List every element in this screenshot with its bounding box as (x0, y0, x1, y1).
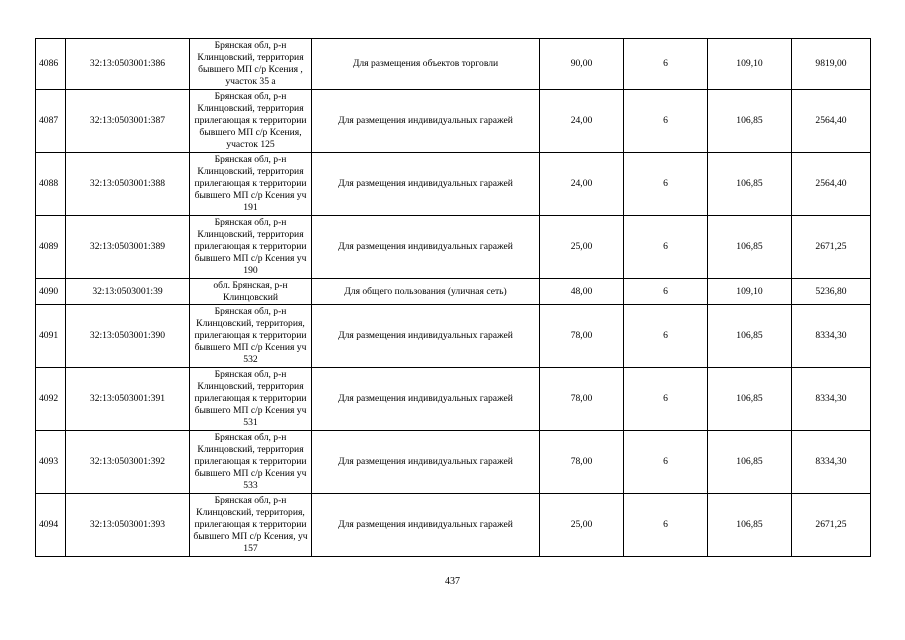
specific-value-cell: 109,10 (708, 39, 792, 90)
area-cell: 25,00 (540, 494, 624, 557)
row-number-cell: 4089 (36, 216, 66, 279)
group-cell: 6 (624, 368, 708, 431)
row-number-cell: 4093 (36, 431, 66, 494)
cadastral-value-cell: 2564,40 (792, 90, 871, 153)
row-number-cell: 4087 (36, 90, 66, 153)
land-use-cell: Для размещения объектов торговли (312, 39, 540, 90)
specific-value-cell: 106,85 (708, 305, 792, 368)
area-cell: 24,00 (540, 153, 624, 216)
cadastral-value-cell: 8334,30 (792, 305, 871, 368)
area-cell: 24,00 (540, 90, 624, 153)
cadastral-value-cell: 8334,30 (792, 368, 871, 431)
specific-value-cell: 106,85 (708, 216, 792, 279)
cadastral-number-cell: 32:13:0503001:386 (66, 39, 190, 90)
group-cell: 6 (624, 494, 708, 557)
table-row (36, 279, 871, 305)
address-cell: Брянская обл, р-н Клинцовский, территория прилегающая к территории бывшего МП с/р Ксения, участок 125 (190, 90, 312, 153)
group-cell: 6 (624, 305, 708, 368)
area-cell: 25,00 (540, 216, 624, 279)
row-number-cell: 4088 (36, 153, 66, 216)
cadastral-number-cell: 32:13:0503001:389 (66, 216, 190, 279)
specific-value-cell: 106,85 (708, 494, 792, 557)
land-use-cell: Для общего пользования (уличная сеть) (312, 279, 540, 305)
specific-value-cell: 106,85 (708, 90, 792, 153)
address-cell: Брянская обл, р-н Клинцовский, территория прилегающая к территории бывшего МП с/р Ксения уч 191 (190, 153, 312, 216)
land-use-cell: Для размещения индивидуальных гаражей (312, 90, 540, 153)
group-cell: 6 (624, 279, 708, 305)
address-cell: Брянская обл, р-н Клинцовский, территория прилегающая к территории бывшего МП с/р Ксения уч 190 (190, 216, 312, 279)
cadastral-value-cell: 2564,40 (792, 153, 871, 216)
area-cell: 48,00 (540, 279, 624, 305)
group-cell: 6 (624, 153, 708, 216)
area-cell: 78,00 (540, 431, 624, 494)
area-cell: 78,00 (540, 305, 624, 368)
table-row (36, 39, 871, 90)
cadastral-number-cell: 32:13:0503001:387 (66, 90, 190, 153)
address-cell: Брянская обл, р-н Клинцовский, территория прилегающая к территории бывшего МП с/р Ксения уч 531 (190, 368, 312, 431)
land-use-cell: Для размещения индивидуальных гаражей (312, 305, 540, 368)
area-cell: 78,00 (540, 368, 624, 431)
land-use-cell: Для размещения индивидуальных гаражей (312, 368, 540, 431)
cadastral-number-cell: 32:13:0503001:391 (66, 368, 190, 431)
table-row (36, 153, 871, 216)
land-use-cell: Для размещения индивидуальных гаражей (312, 431, 540, 494)
area-cell: 90,00 (540, 39, 624, 90)
row-number-cell: 4090 (36, 279, 66, 305)
group-cell: 6 (624, 216, 708, 279)
address-cell: Брянская обл, р-н Клинцовский, территория прилегающая к территории бывшего МП с/р Ксения уч 533 (190, 431, 312, 494)
cadastral-number-cell: 32:13:0503001:390 (66, 305, 190, 368)
address-cell: Брянская обл, р-н Клинцовский, территория, прилегающая к территории бывшего МП с/р Ксения уч 532 (190, 305, 312, 368)
table-row (36, 216, 871, 279)
cadastral-number-cell: 32:13:0503001:392 (66, 431, 190, 494)
specific-value-cell: 106,85 (708, 368, 792, 431)
page-number: 437 (445, 576, 460, 587)
land-use-cell: Для размещения индивидуальных гаражей (312, 494, 540, 557)
specific-value-cell: 106,85 (708, 431, 792, 494)
table-row (36, 368, 871, 431)
row-number-cell: 4092 (36, 368, 66, 431)
specific-value-cell: 106,85 (708, 153, 792, 216)
cadastral-value-cell: 2671,25 (792, 494, 871, 557)
cadastral-number-cell: 32:13:0503001:39 (66, 279, 190, 305)
cadastral-value-cell: 9819,00 (792, 39, 871, 90)
row-number-cell: 4091 (36, 305, 66, 368)
group-cell: 6 (624, 39, 708, 90)
table-row (36, 494, 871, 557)
row-number-cell: 4086 (36, 39, 66, 90)
address-cell: Брянская обл, р-н Клинцовский, территория бывшего МП с/р Ксения , участок 35 а (190, 39, 312, 90)
cadastral-value-cell: 2671,25 (792, 216, 871, 279)
cadastral-value-cell: 8334,30 (792, 431, 871, 494)
group-cell: 6 (624, 90, 708, 153)
address-cell: обл. Брянская, р-н Клинцовский (190, 279, 312, 305)
table-row (36, 305, 871, 368)
land-use-cell: Для размещения индивидуальных гаражей (312, 153, 540, 216)
land-use-cell: Для размещения индивидуальных гаражей (312, 216, 540, 279)
address-cell: Брянская обл, р-н Клинцовский, территория, прилегающая к территории бывшего МП с/р Ксения, уч 157 (190, 494, 312, 557)
row-number-cell: 4094 (36, 494, 66, 557)
group-cell: 6 (624, 431, 708, 494)
cadastral-value-cell: 5236,80 (792, 279, 871, 305)
specific-value-cell: 109,10 (708, 279, 792, 305)
table-row (36, 431, 871, 494)
table-row (36, 90, 871, 153)
cadastral-number-cell: 32:13:0503001:388 (66, 153, 190, 216)
cadastral-value-table (35, 38, 871, 557)
cadastral-number-cell: 32:13:0503001:393 (66, 494, 190, 557)
